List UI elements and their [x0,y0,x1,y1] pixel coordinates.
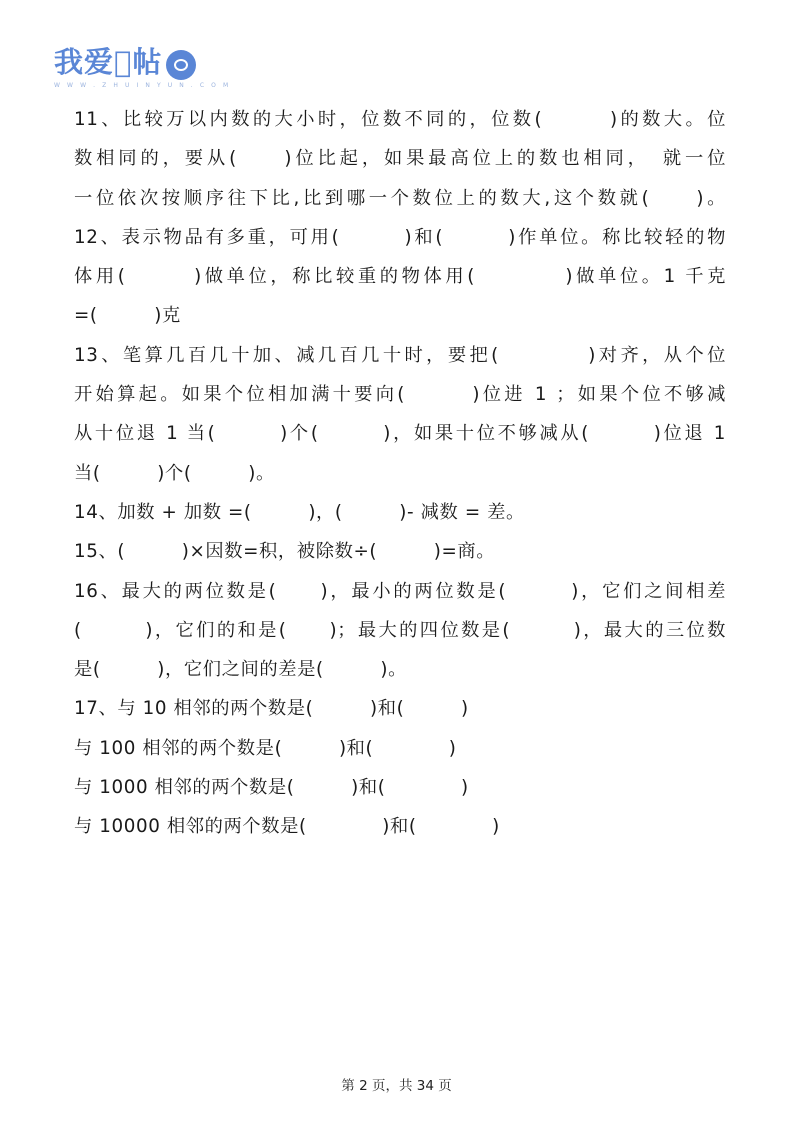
text-line: 13、笔算几百几十加、减几百几十时，要把( )对齐，从个位 [74,344,726,366]
text-line: 体用( )做单位，称比较重的物体用( )做单位。1 千克 [74,266,726,288]
text-line: 从十位退 1 当( )个( )，如果十位不够减从( )位退 1 [74,423,726,445]
logo-text: 我爱𭖲帖 [54,45,163,79]
text-line: 17、与 10 相邻的两个数是( )和( ) [74,698,469,720]
text-line: 15、( )×因数=积，被除数÷( )=商。 [74,541,496,563]
text-line: 12、表示物品有多重，可用( )和( )作单位。称比较轻的物 [74,226,726,248]
text-line: 数相同的，要从( )位比起，如果最高位上的数也相同， 就一位 [74,148,726,170]
page-footer: 第 2 页，共 34 页 [341,1078,452,1094]
text-line: 14、加数 + 加数 =( )，( )- 减数 = 差。 [74,501,525,523]
text-line: 16、最大的两位数是( )，最小的两位数是( )，它们之间相差 [74,580,726,602]
chat-bubble-icon [166,50,196,80]
text-line: 一位依次按顺序往下比,比到哪一个数位上的数大,这个数就( )。 [74,187,726,209]
text-line: 与 100 相邻的两个数是( )和( ) [74,737,457,759]
text-line: =( )克 [74,305,181,327]
document-body [74,100,726,847]
text-line: 是( )，它们之间的差是( )。 [74,659,408,681]
text-line: 当( )个( )。 [74,462,275,484]
text-line: ( )，它们的和是( )；最大的四位数是( )，最大的三位数 [74,619,726,641]
text-line: 与 1000 相邻的两个数是( )和( ) [74,777,469,799]
site-logo[interactable] [54,40,231,96]
logo-subtext: W W W . Z H U I N Y U N . C O M [54,81,231,89]
text-line: 11、比较万以内数的大小时，位数不同的，位数( )的数大。位 [74,109,726,130]
text-line: 开始算起。如果个位相加满十要向( )位进 1 ；如果个位不够减 [74,384,726,406]
text-line: 与 10000 相邻的两个数是( )和( ) [74,816,500,838]
